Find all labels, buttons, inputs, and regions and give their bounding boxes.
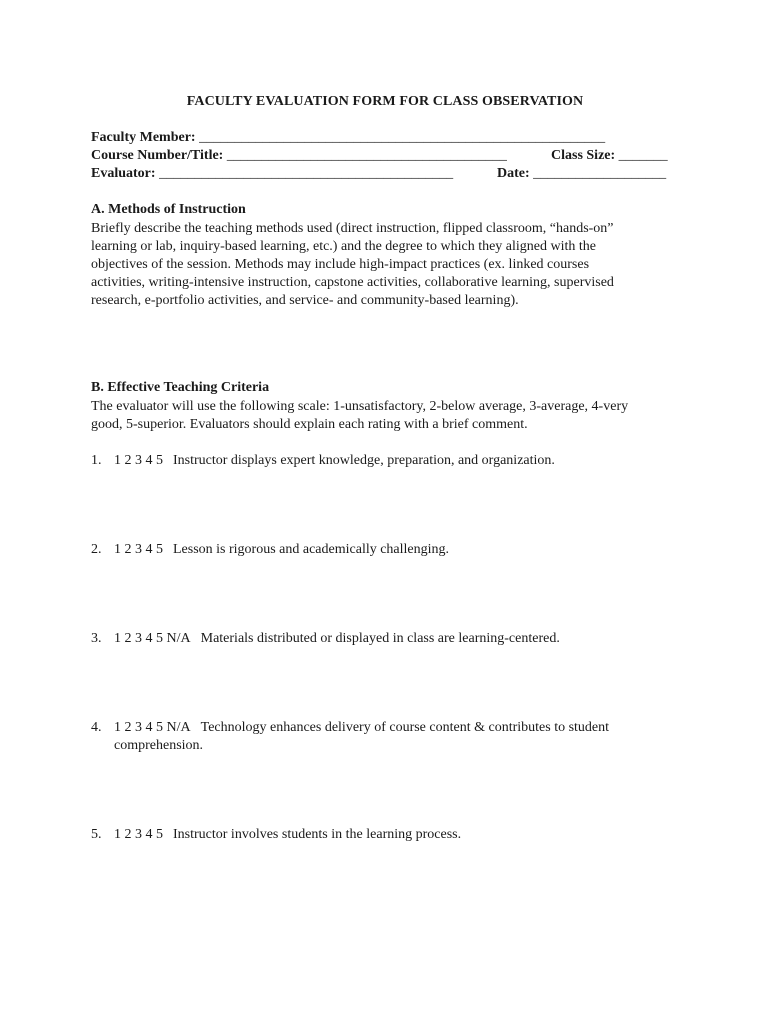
section-a-line: Briefly describe the teaching methods used (direct instruction, flipped classroom, “hands-on” bbox=[91, 221, 614, 236]
criterion-text: Technology enhances delivery of course content & contributes to student comprehension. bbox=[114, 720, 610, 753]
rating-scale[interactable]: 1 2 3 4 5 N/A bbox=[114, 720, 191, 735]
rating-scale[interactable]: 1 2 3 4 5 bbox=[114, 542, 163, 557]
criterion-number: 1. bbox=[91, 453, 102, 468]
class-size-blank[interactable]: _______ bbox=[618, 148, 668, 163]
criterion-number: 5. bbox=[91, 827, 102, 842]
section-a-line: research, e-portfolio activities, and service- and community-based learning). bbox=[91, 293, 519, 308]
rating-scale[interactable]: 1 2 3 4 5 bbox=[114, 453, 163, 468]
criterion-body bbox=[114, 541, 674, 559]
criterion-body bbox=[114, 452, 674, 470]
criterion-text: Instructor involves students in the learning process. bbox=[173, 827, 462, 842]
section-a-line: activities, writing-intensive instruction, capstone activities, collaborative learning, supervised bbox=[91, 275, 614, 290]
course-field bbox=[91, 148, 507, 164]
criterion-text: Lesson is rigorous and academically challenging. bbox=[173, 542, 450, 557]
section-a-description bbox=[91, 220, 691, 310]
course-label: Course Number/Title: bbox=[91, 148, 224, 163]
criterion-text: Instructor displays expert knowledge, preparation, and organization. bbox=[173, 453, 555, 468]
section-b-line: good, 5-superior. Evaluators should explain each rating with a brief comment. bbox=[91, 417, 528, 432]
section-b-description bbox=[91, 398, 691, 434]
criterion-body bbox=[114, 826, 674, 844]
criterion-body bbox=[114, 630, 674, 648]
section-a-line: learning or lab, inquiry-based learning, etc.) and the degree to which they aligned with the bbox=[91, 239, 596, 254]
evaluator-blank[interactable]: __________________________________________ bbox=[159, 166, 454, 181]
faculty-member-blank[interactable]: __________________________________________________________ bbox=[199, 130, 606, 145]
criterion-number: 2. bbox=[91, 542, 102, 557]
section-a-heading: A. Methods of Instruction bbox=[91, 202, 246, 217]
class-size-field bbox=[551, 148, 668, 164]
section-b-line: The evaluator will use the following scale: 1-unsatisfactory, 2-below average, 3-average, 4-very bbox=[91, 399, 629, 414]
course-blank[interactable]: ________________________________________ bbox=[226, 148, 507, 163]
section-a-line: objectives of the session. Methods may include high-impact practices (ex. linked courses bbox=[91, 257, 590, 272]
faculty-member-field bbox=[91, 130, 605, 146]
date-label: Date: bbox=[497, 166, 530, 181]
date-blank[interactable]: ___________________ bbox=[533, 166, 667, 181]
rating-scale[interactable]: 1 2 3 4 5 bbox=[114, 827, 163, 842]
criterion-text: Materials distributed or displayed in class are learning-centered. bbox=[200, 631, 560, 646]
criterion-number: 4. bbox=[91, 720, 102, 735]
faculty-member-label: Faculty Member: bbox=[91, 130, 196, 145]
criterion-number: 3. bbox=[91, 631, 102, 646]
section-b-heading: B. Effective Teaching Criteria bbox=[91, 380, 270, 395]
evaluator-label: Evaluator: bbox=[91, 166, 156, 181]
evaluator-field bbox=[91, 166, 453, 182]
class-size-label: Class Size: bbox=[551, 148, 616, 163]
rating-scale[interactable]: 1 2 3 4 5 N/A bbox=[114, 631, 191, 646]
date-field bbox=[497, 166, 666, 182]
criterion-body bbox=[114, 719, 674, 755]
page-title: FACULTY EVALUATION FORM FOR CLASS OBSERVATION bbox=[186, 94, 584, 109]
